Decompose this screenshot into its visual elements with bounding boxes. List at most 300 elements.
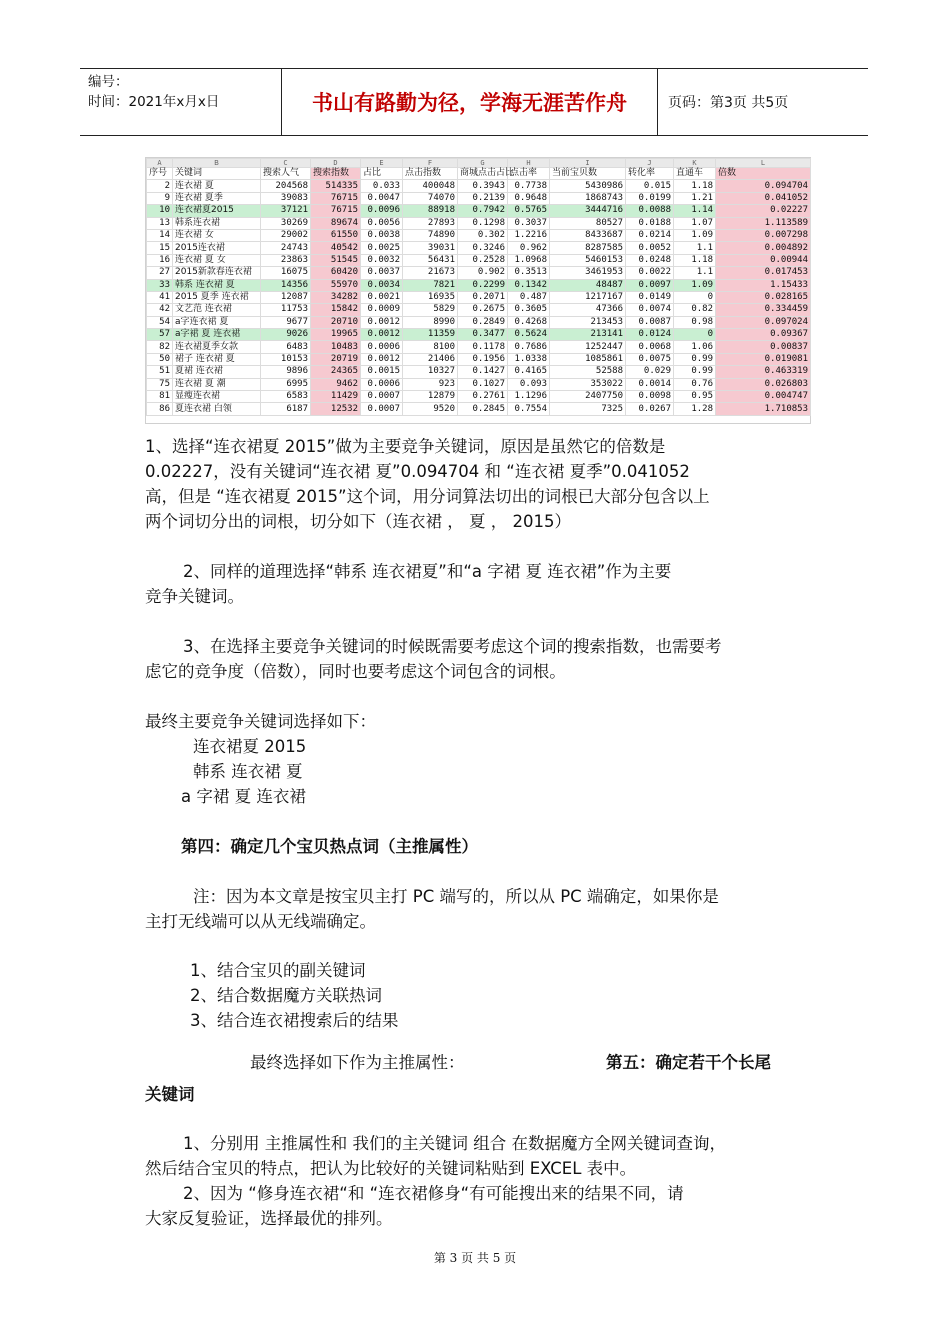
sheet-cell: 9026 [261, 329, 311, 341]
sheet-cell: 0.5765 [508, 205, 550, 217]
sheet-cell: 1.113589 [716, 217, 811, 229]
sheet-cell: 0.7738 [508, 180, 550, 192]
sheet-cell: 0.2139 [458, 192, 508, 204]
sheet-cell: 0.0056 [361, 217, 403, 229]
sheet-cell: 0.02227 [716, 205, 811, 217]
sheet-cell: 0.0012 [361, 329, 403, 341]
sheet-cell: 8990 [403, 316, 458, 328]
sheet-cell: H [508, 159, 550, 168]
sheet-cell: 56431 [403, 254, 458, 266]
sheet-cell: 0.2528 [458, 254, 508, 266]
sheet-cell: 0.097024 [716, 316, 811, 328]
sheet-cell: 0.7554 [508, 403, 550, 415]
sheet-cell: 关键词 [173, 168, 261, 180]
sheet-cell: E [361, 159, 403, 168]
sheet-cell: 5829 [403, 304, 458, 316]
sheet-cell: 1.15433 [716, 279, 811, 291]
sheet-cell: 0.0097 [626, 279, 674, 291]
sheet-cell: 89674 [311, 217, 361, 229]
sheet-cell: 0.0087 [626, 316, 674, 328]
para-2-line-1: 2、同样的道理选择“韩系 连衣裙夏”和“a 字裙 夏 连衣裙”作为主要 [183, 562, 672, 581]
sheet-cell: 8433687 [550, 229, 626, 241]
sheet-cell: 0.0038 [361, 229, 403, 241]
sheet-cell: 0.3477 [458, 329, 508, 341]
sheet-cell: 0.3605 [508, 304, 550, 316]
para-1-line-4: 两个词切分出的词根，切分如下（连衣裙 ， 夏 ， 2015） [145, 512, 571, 531]
sheet-cell: 16935 [403, 291, 458, 303]
sheet-cell: 0.0214 [626, 229, 674, 241]
sheet-cell: 16 [147, 254, 173, 266]
sheet-cell: J [626, 159, 674, 168]
sheet-cell: 1.1 [674, 267, 716, 279]
note-line-1: 注：因为本文章是按宝贝主打 PC 端写的，所以从 PC 端确定，如果你是 [193, 887, 719, 906]
sheet-cell: 1.28 [674, 403, 716, 415]
sheet-cell: 0.029 [626, 366, 674, 378]
sheet-data-row [147, 291, 811, 303]
s5-para-2-line-2: 大家反复验证，选择最优的排列。 [145, 1209, 393, 1228]
sheet-cell: K [674, 159, 716, 168]
sheet-cell: 夏连衣裙 白领 [173, 403, 261, 415]
keyword-item-1: 连衣裙夏 2015 [193, 737, 307, 756]
sheet-cell: 9462 [311, 378, 361, 390]
sheet-cell: A [147, 159, 173, 168]
sheet-cell: 1.07 [674, 217, 716, 229]
keyword-item-3: a 字裙 夏 连衣裙 [181, 787, 306, 806]
sheet-data-row [147, 378, 811, 390]
sheet-data-row [147, 391, 811, 403]
header-page-label: 页码：第3页 共5页 [668, 95, 789, 111]
sheet-cell: 0.3037 [508, 217, 550, 229]
sheet-cell: 1.2216 [508, 229, 550, 241]
sheet-cell: 0.0021 [361, 291, 403, 303]
sheet-cell: 3461953 [550, 267, 626, 279]
sheet-cell: 11753 [261, 304, 311, 316]
sheet-cell: 14 [147, 229, 173, 241]
sheet-cell: 13 [147, 217, 173, 229]
sheet-cell: 76715 [311, 205, 361, 217]
sheet-cell: 88918 [403, 205, 458, 217]
sheet-cell: 0.1342 [508, 279, 550, 291]
keyword-table [146, 158, 811, 416]
sheet-data-row [147, 192, 811, 204]
sheet-cell: 0.7942 [458, 205, 508, 217]
sheet-cell: 0.487 [508, 291, 550, 303]
sheet-cell: 1.710853 [716, 403, 811, 415]
para-3-line-2: 虑它的竞争度（倍数），同时也要考虑这个词包含的词根。 [145, 662, 566, 681]
sheet-data-row [147, 316, 811, 328]
sheet-cell: 0.041052 [716, 192, 811, 204]
sheet-cell: 连衣裙 夏 [173, 180, 261, 192]
sheet-cell: a字裙 夏 连衣裙 [173, 329, 261, 341]
sheet-cell: 12879 [403, 391, 458, 403]
sheet-cell: I [550, 159, 626, 168]
para-1-line-3: 高，但是 “连衣裙夏 2015”这个词，用分词算法切出的词根已大部分包含以上 [145, 487, 710, 506]
sheet-cell: 0.0034 [361, 279, 403, 291]
sheet-cell: 76715 [311, 192, 361, 204]
s5-para-1-line-1: 1、分别用 主推属性和 我们的主关键词 组合 在数据魔方全网关键词查询， [183, 1134, 726, 1153]
sheet-cell: 9677 [261, 316, 311, 328]
sheet-cell: 0.1178 [458, 341, 508, 353]
sheet-data-row [147, 366, 811, 378]
sheet-cell: 0.0007 [361, 403, 403, 415]
sheet-cell: 0.962 [508, 242, 550, 254]
sheet-cell: 12532 [311, 403, 361, 415]
sheet-cell: 1868743 [550, 192, 626, 204]
sheet-cell: 52588 [550, 366, 626, 378]
sheet-cell: 54 [147, 316, 173, 328]
sheet-cell: 57 [147, 329, 173, 341]
sheet-cell: 213453 [550, 316, 626, 328]
section-5-heading-part-2: 关键词 [145, 1085, 195, 1104]
sheet-data-row [147, 329, 811, 341]
sheet-cell: 韩系连衣裙 [173, 217, 261, 229]
sheet-cell: 0.00944 [716, 254, 811, 266]
sheet-cell: 86 [147, 403, 173, 415]
sheet-cell: 0.0047 [361, 192, 403, 204]
sheet-cell: 27893 [403, 217, 458, 229]
sheet-cell: 连衣裙 夏 潮 [173, 378, 261, 390]
sheet-cell: 连衣裙 夏 女 [173, 254, 261, 266]
sheet-cell: 0.5624 [508, 329, 550, 341]
sheet-column-letters [147, 159, 811, 168]
sheet-cell: 1.18 [674, 180, 716, 192]
sheet-cell: 37121 [261, 205, 311, 217]
sheet-data-row [147, 353, 811, 365]
sheet-cell: 0.0012 [361, 316, 403, 328]
sheet-cell: 74070 [403, 192, 458, 204]
sheet-cell: 搜索指数 [311, 168, 361, 180]
sheet-cell: 0.0052 [626, 242, 674, 254]
sheet-cell: 0.0006 [361, 378, 403, 390]
sheet-data-row [147, 267, 811, 279]
sheet-cell: 15842 [311, 304, 361, 316]
sheet-data-row [147, 242, 811, 254]
sheet-cell: 直通车 [674, 168, 716, 180]
sheet-cell: 商城点击占比 [458, 168, 508, 180]
list-item-3: 3、结合连衣裙搜索后的结果 [190, 1011, 399, 1030]
sheet-cell: 韩系 连衣裙 夏 [173, 279, 261, 291]
sheet-cell: 2015 夏季 连衣裙 [173, 291, 261, 303]
sheet-cell: 11429 [311, 391, 361, 403]
sheet-cell: 显瘦连衣裙 [173, 391, 261, 403]
sheet-cell: 2 [147, 180, 173, 192]
sheet-cell: 点击率 [508, 168, 550, 180]
sheet-cell: 0.09367 [716, 329, 811, 341]
sheet-cell: 0.0006 [361, 341, 403, 353]
sheet-cell: 0.2071 [458, 291, 508, 303]
sheet-cell: 0.3943 [458, 180, 508, 192]
sheet-cell: 0.0032 [361, 254, 403, 266]
sheet-cell: 3444716 [550, 205, 626, 217]
sheet-cell: 0.0007 [361, 391, 403, 403]
sheet-cell: 0.99 [674, 353, 716, 365]
s5-para-2-line-1: 2、因为 “修身连衣裙“和 “连衣裙修身“有可能搜出来的结果不同，请 [183, 1184, 684, 1203]
sheet-cell: 51545 [311, 254, 361, 266]
sheet-data-row [147, 403, 811, 415]
sheet-cell: 夏裙 连衣裙 [173, 366, 261, 378]
sheet-cell: 0.028165 [716, 291, 811, 303]
sheet-cell: 1.21 [674, 192, 716, 204]
sheet-cell: 连衣裙夏2015 [173, 205, 261, 217]
sheet-cell: 5460153 [550, 254, 626, 266]
sheet-cell: 8287585 [550, 242, 626, 254]
sheet-cell: 16075 [261, 267, 311, 279]
sheet-data-row [147, 205, 811, 217]
sheet-cell: 0.2299 [458, 279, 508, 291]
sheet-cell: 0.2761 [458, 391, 508, 403]
date-label: 时间：2021年x月x日 [88, 94, 220, 110]
sheet-cell: 27 [147, 267, 173, 279]
document-header [80, 68, 868, 136]
final-selection-text: 最终选择如下作为主推属性： [250, 1053, 465, 1072]
sheet-cell: 0.017453 [716, 267, 811, 279]
sheet-cell: 0.0199 [626, 192, 674, 204]
sheet-cell: 514335 [311, 180, 361, 192]
sheet-cell: 51 [147, 366, 173, 378]
sheet-data-row [147, 304, 811, 316]
sheet-cell: 923 [403, 378, 458, 390]
sheet-cell: 10327 [403, 366, 458, 378]
sheet-cell: 12087 [261, 291, 311, 303]
sheet-cell: 0 [674, 329, 716, 341]
number-label: 编号： [88, 74, 129, 90]
sheet-cell: 10153 [261, 353, 311, 365]
sheet-cell: 21406 [403, 353, 458, 365]
sheet-cell: 0.9648 [508, 192, 550, 204]
section-4-heading: 第四：确定几个宝贝热点词（主推属性） [181, 837, 478, 856]
sheet-cell: 81 [147, 391, 173, 403]
sheet-cell: 0.2849 [458, 316, 508, 328]
sheet-cell: 2407750 [550, 391, 626, 403]
sheet-header-row [147, 168, 811, 180]
final-keywords-intro: 最终主要竞争关键词选择如下： [145, 712, 376, 731]
sheet-cell: 0.82 [674, 304, 716, 316]
sheet-cell: 0.00837 [716, 341, 811, 353]
sheet-cell: 0.0009 [361, 304, 403, 316]
sheet-cell: 0.98 [674, 316, 716, 328]
sheet-data-row [147, 279, 811, 291]
sheet-cell: 0.0037 [361, 267, 403, 279]
sheet-cell: 9520 [403, 403, 458, 415]
sheet-cell: 75 [147, 378, 173, 390]
sheet-cell: 0.015 [626, 180, 674, 192]
sheet-cell: 0.0149 [626, 291, 674, 303]
sheet-cell: 7821 [403, 279, 458, 291]
sheet-cell: 20719 [311, 353, 361, 365]
sheet-cell: 0.033 [361, 180, 403, 192]
sheet-cell: 0.1027 [458, 378, 508, 390]
sheet-cell: 0.1956 [458, 353, 508, 365]
sheet-cell: F [403, 159, 458, 168]
sheet-cell: 裙子 连衣裙 夏 [173, 353, 261, 365]
sheet-cell: 0.026803 [716, 378, 811, 390]
sheet-cell: 0.0025 [361, 242, 403, 254]
sheet-cell: 0.0014 [626, 378, 674, 390]
sheet-cell: 5430986 [550, 180, 626, 192]
sheet-cell: 11359 [403, 329, 458, 341]
page-footer: 第 3 页 共 5 页 [433, 1251, 517, 1265]
sheet-cell: 204568 [261, 180, 311, 192]
sheet-cell: C [261, 159, 311, 168]
sheet-cell: 当前宝贝数 [550, 168, 626, 180]
sheet-cell: 82 [147, 341, 173, 353]
note-line-2: 主打无线端可以从无线端确定。 [145, 912, 376, 931]
sheet-cell: 1.0338 [508, 353, 550, 365]
section-5-heading-part-1: 第五：确定若干个长尾 [606, 1053, 771, 1072]
sheet-cell: 1085861 [550, 353, 626, 365]
sheet-cell: 0.0068 [626, 341, 674, 353]
sheet-cell: 24365 [311, 366, 361, 378]
sheet-cell: 0.1427 [458, 366, 508, 378]
sheet-cell: 29002 [261, 229, 311, 241]
sheet-cell: 1252447 [550, 341, 626, 353]
sheet-cell: 50 [147, 353, 173, 365]
sheet-cell: 48487 [550, 279, 626, 291]
sheet-cell: 0.2845 [458, 403, 508, 415]
sheet-cell: 10 [147, 205, 173, 217]
sheet-cell: 1.09 [674, 229, 716, 241]
sheet-cell: 0.4165 [508, 366, 550, 378]
sheet-cell: 0.0088 [626, 205, 674, 217]
sheet-cell: 2015连衣裙 [173, 242, 261, 254]
list-item-1: 1、结合宝贝的副关键词 [190, 961, 366, 980]
sheet-cell: 61550 [311, 229, 361, 241]
sheet-cell: 0.004892 [716, 242, 811, 254]
sheet-cell: 1.0968 [508, 254, 550, 266]
sheet-cell: 文艺范 连衣裙 [173, 304, 261, 316]
para-1-line-1: 1、选择“连衣裙夏 2015”做为主要竞争关键词，原因是虽然它的倍数是 [145, 437, 666, 456]
sheet-cell: 353022 [550, 378, 626, 390]
sheet-cell: 0.0015 [361, 366, 403, 378]
sheet-cell: 1.18 [674, 254, 716, 266]
sheet-cell: 0.902 [458, 267, 508, 279]
sheet-cell: 0.0188 [626, 217, 674, 229]
sheet-cell: D [311, 159, 361, 168]
sheet-cell: 1217167 [550, 291, 626, 303]
sheet-cell: 连衣裙夏季女款 [173, 341, 261, 353]
keyword-item-2: 韩系 连衣裙 夏 [193, 762, 303, 781]
sheet-cell: 23863 [261, 254, 311, 266]
sheet-cell: 0.0267 [626, 403, 674, 415]
sheet-cell: 0.334459 [716, 304, 811, 316]
sheet-cell: 1.06 [674, 341, 716, 353]
sheet-cell: 连衣裙 女 [173, 229, 261, 241]
sheet-cell: 55970 [311, 279, 361, 291]
sheet-cell: 0.0012 [361, 353, 403, 365]
sheet-data-row [147, 229, 811, 241]
sheet-cell: 39083 [261, 192, 311, 204]
sheet-cell: 24743 [261, 242, 311, 254]
sheet-cell: 连衣裙 夏季 [173, 192, 261, 204]
sheet-data-row [147, 341, 811, 353]
sheet-cell: 转化率 [626, 168, 674, 180]
sheet-cell: 9 [147, 192, 173, 204]
sheet-cell: 1.09 [674, 279, 716, 291]
sheet-cell: 10483 [311, 341, 361, 353]
para-3-line-1: 3、在选择主要竞争关键词的时候既需要考虑这个词的搜索指数，也需要考 [183, 637, 722, 656]
sheet-data-row [147, 180, 811, 192]
sheet-cell: 14356 [261, 279, 311, 291]
sheet-cell: 7325 [550, 403, 626, 415]
sheet-cell: 42 [147, 304, 173, 316]
sheet-cell: 0.463319 [716, 366, 811, 378]
sheet-cell: 41 [147, 291, 173, 303]
sheet-cell: 34282 [311, 291, 361, 303]
sheet-cell: 60420 [311, 267, 361, 279]
sheet-cell: 0.0248 [626, 254, 674, 266]
sheet-cell: 39031 [403, 242, 458, 254]
sheet-cell: a字连衣裙 夏 [173, 316, 261, 328]
sheet-cell: 0.302 [458, 229, 508, 241]
sheet-cell: 74890 [403, 229, 458, 241]
sheet-cell: 0.2675 [458, 304, 508, 316]
sheet-cell: 占比 [361, 168, 403, 180]
sheet-cell: 6187 [261, 403, 311, 415]
sheet-cell: 40542 [311, 242, 361, 254]
keyword-spreadsheet-image [145, 157, 811, 424]
sheet-cell: 0.019081 [716, 353, 811, 365]
sheet-data-row [147, 254, 811, 266]
sheet-cell: 0.0074 [626, 304, 674, 316]
sheet-cell: G [458, 159, 508, 168]
sheet-cell: 80527 [550, 217, 626, 229]
sheet-cell: 47366 [550, 304, 626, 316]
sheet-cell: 倍数 [716, 168, 811, 180]
sheet-cell: 0.094704 [716, 180, 811, 192]
sheet-cell: 0.0075 [626, 353, 674, 365]
sheet-cell: 0.0124 [626, 329, 674, 341]
header-meta [80, 69, 282, 135]
sheet-cell: 0.0098 [626, 391, 674, 403]
sheet-cell: 19965 [311, 329, 361, 341]
sheet-cell: 2015新款春连衣裙 [173, 267, 261, 279]
sheet-cell: 0.3513 [508, 267, 550, 279]
sheet-cell: 搜索人气 [261, 168, 311, 180]
sheet-cell: 0.0096 [361, 205, 403, 217]
sheet-cell: 0.7686 [508, 341, 550, 353]
s5-para-1-line-2: 然后结合宝贝的特点，把认为比较好的关键词粘贴到 EXCEL 表中。 [145, 1159, 637, 1178]
sheet-cell: 点击指数 [403, 168, 458, 180]
header-motto: 书山有路勤为径，学海无涯苦作舟 [282, 69, 658, 135]
sheet-cell: 0 [674, 291, 716, 303]
sheet-cell: 0.007298 [716, 229, 811, 241]
sheet-cell: 9896 [261, 366, 311, 378]
sheet-cell: 0.3246 [458, 242, 508, 254]
sheet-cell: 1.1 [674, 242, 716, 254]
sheet-cell: 0.95 [674, 391, 716, 403]
sheet-cell: 400048 [403, 180, 458, 192]
sheet-data-row [147, 217, 811, 229]
sheet-cell: B [173, 159, 261, 168]
sheet-cell: 6995 [261, 378, 311, 390]
sheet-cell: 0.0022 [626, 267, 674, 279]
sheet-cell: 15 [147, 242, 173, 254]
sheet-cell: 6483 [261, 341, 311, 353]
sheet-cell: 0.4268 [508, 316, 550, 328]
sheet-cell: 30269 [261, 217, 311, 229]
sheet-cell: L [716, 159, 811, 168]
sheet-cell: 序号 [147, 168, 173, 180]
sheet-cell: 0.76 [674, 378, 716, 390]
para-1-line-2: 0.02227，没有关键词“连衣裙 夏”0.094704 和 “连衣裙 夏季”0.041052 [145, 462, 690, 481]
sheet-cell: 21673 [403, 267, 458, 279]
sheet-cell: 6583 [261, 391, 311, 403]
sheet-cell: 1.14 [674, 205, 716, 217]
sheet-cell: 213141 [550, 329, 626, 341]
sheet-cell: 8100 [403, 341, 458, 353]
sheet-cell: 20710 [311, 316, 361, 328]
sheet-cell: 1.1296 [508, 391, 550, 403]
